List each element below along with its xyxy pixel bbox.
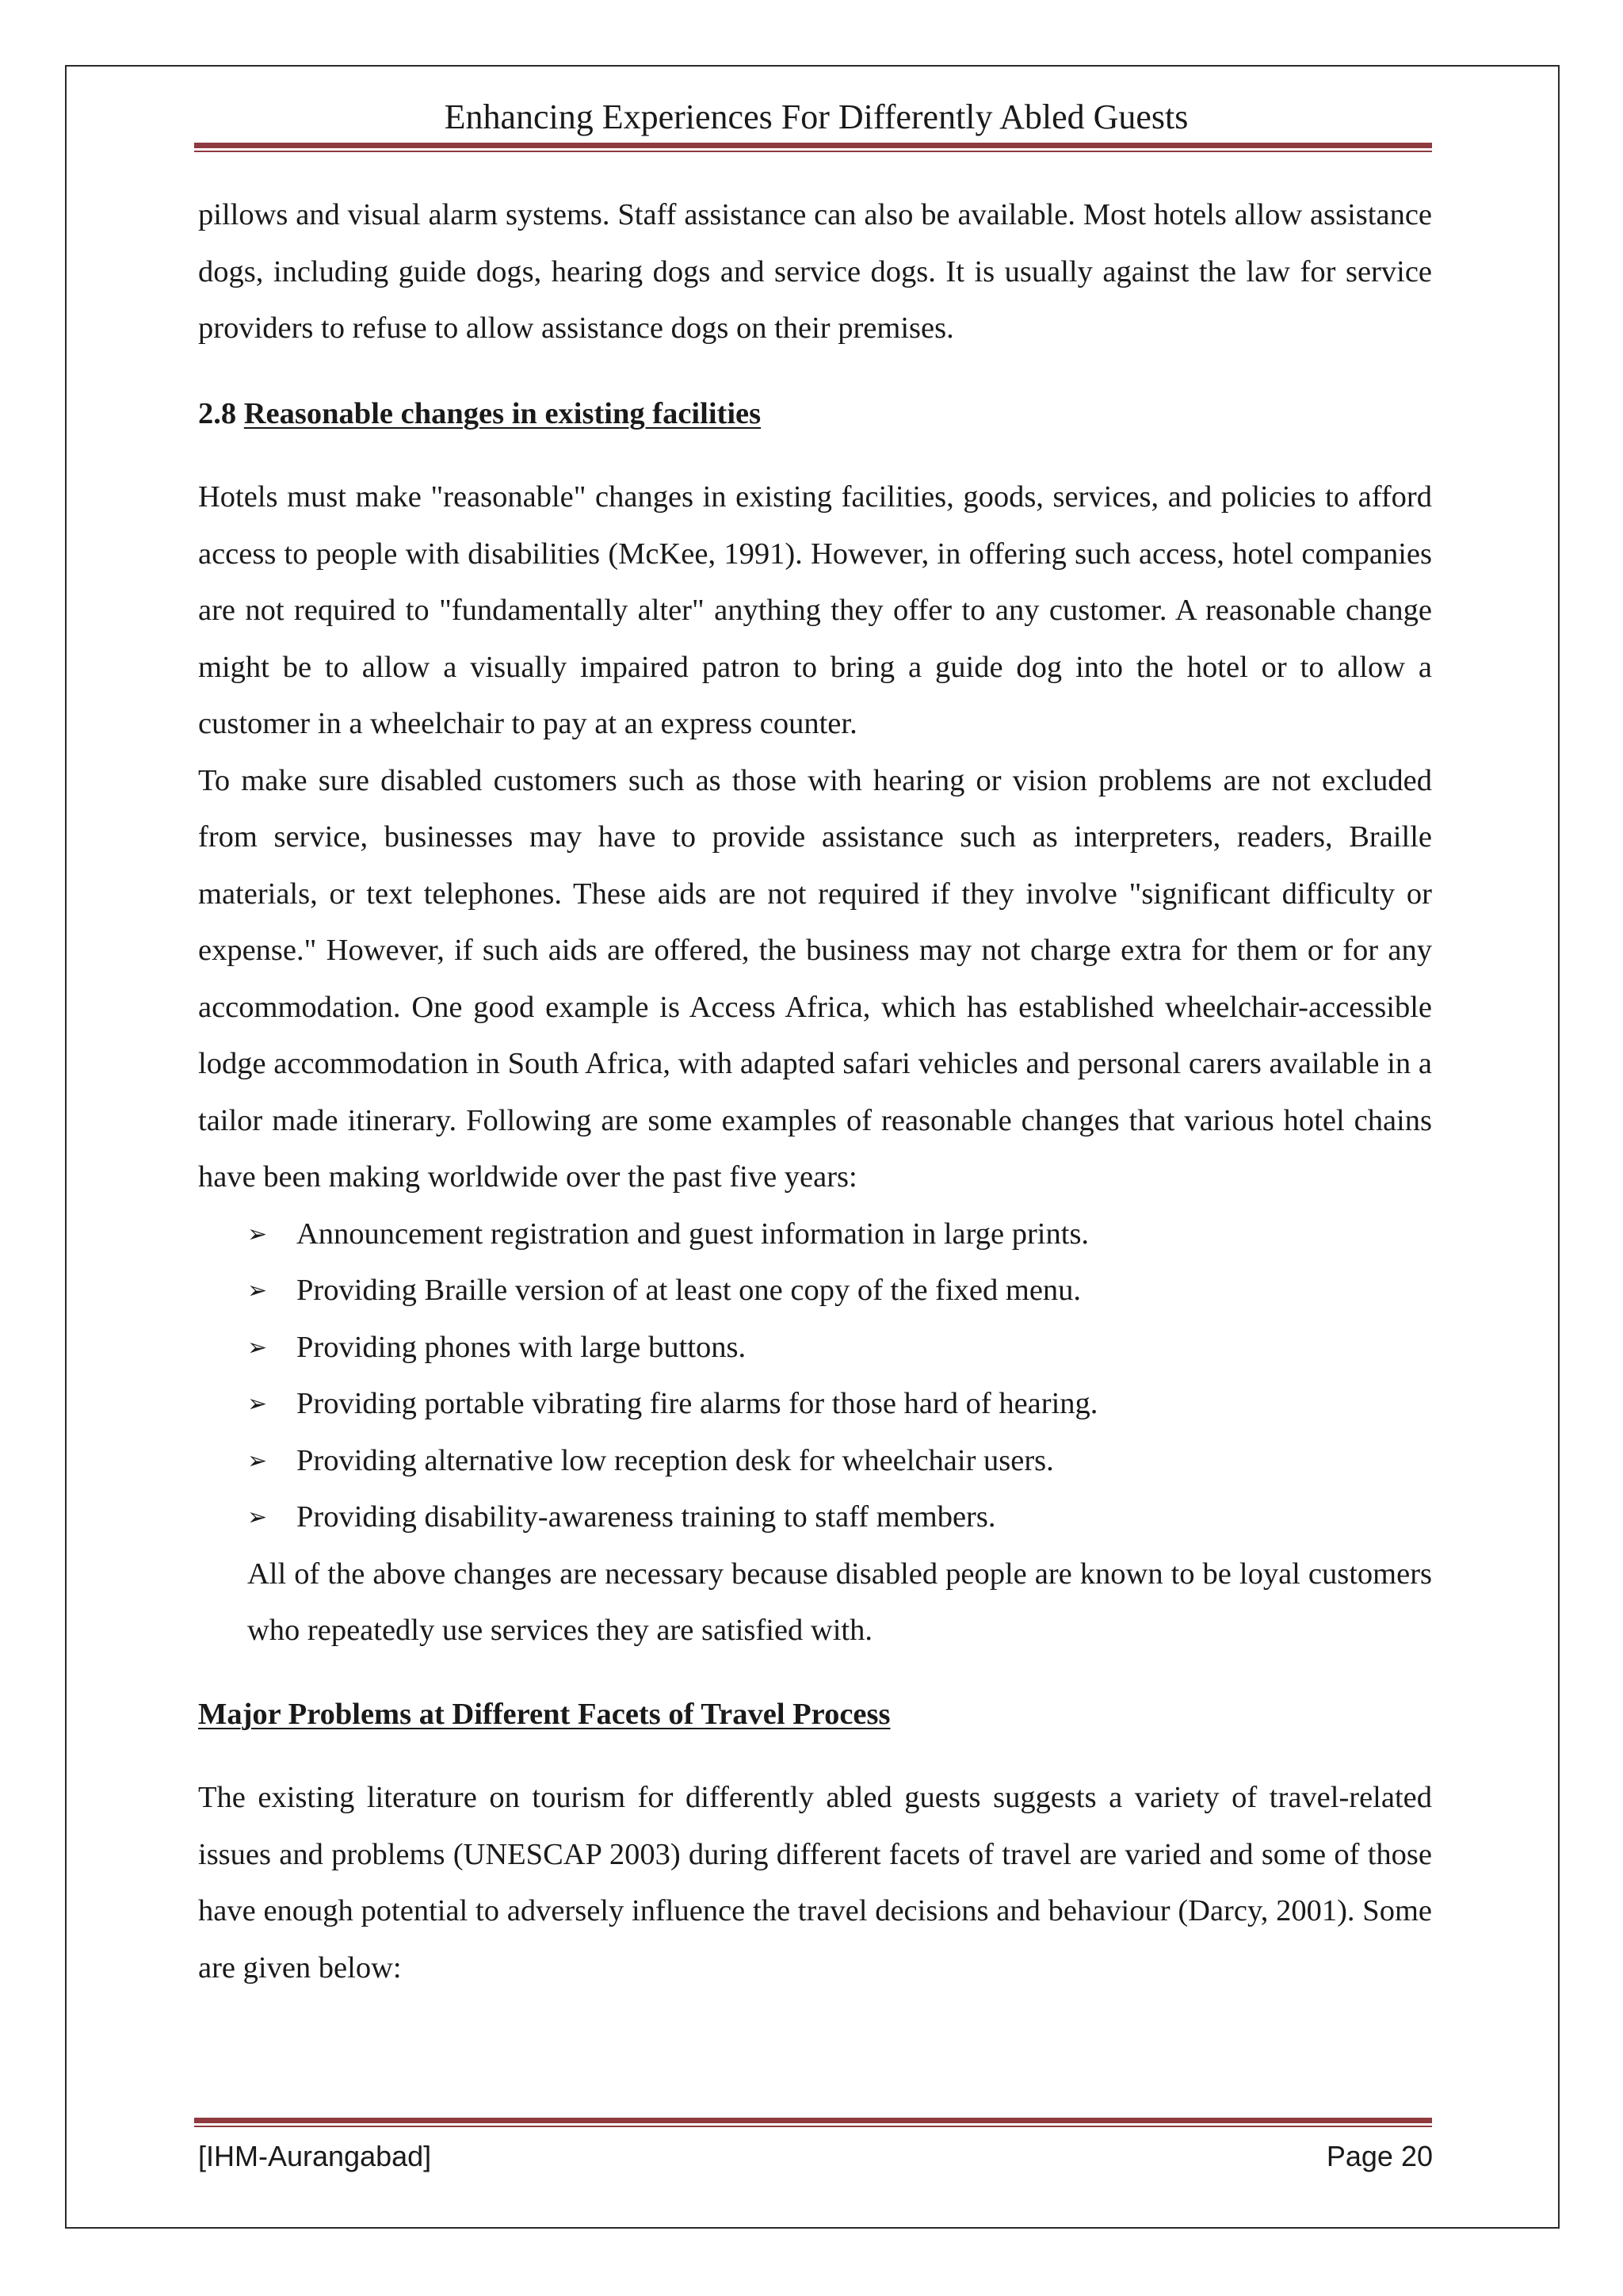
list-item: ➢ Providing alternative low reception desk for wheelchair users.: [247, 1433, 1432, 1490]
intro-paragraph: pillows and visual alarm systems. Staff assistance can also be available. Most hotels allow assistance dogs, including guide dogs, hearing dogs and service dogs. It is usually against the law for service providers to refuse to allow assistance dogs on their premises.: [198, 198, 1432, 345]
closing-paragraph: All of the above changes are necessary because disabled people are known to be loyal customers who repeatedly use services they are satisfied with.: [247, 1557, 1432, 1647]
page-content: [198, 187, 1432, 1996]
running-header-title: Enhancing Experiences For Differently Abled Guests: [444, 97, 1189, 136]
section-2-8-paragraph-2: To make sure disabled customers such as those with hearing or vision problems are not excluded from service, businesses may have to provide assistance such as interpreters, readers, Braille materials, or text telephones. These aids are not required if they involve "significant difficulty or expense." However, if such aids are offered, the business may not charge extra for them or for any accommodation. One good example is Access Africa, which has established wheelchair-accessible lodge accommodation in South Africa, with adapted safari vehicles and personal carers available in a tailor made itinerary. Following are some examples of reasonable changes that various hotel chains have been making worldwide over the past five years:: [198, 763, 1432, 1194]
reasonable-changes-list: [198, 1206, 1432, 1546]
section-heading-major-problems: [198, 1687, 1432, 1744]
section-number: 2.8: [198, 396, 237, 430]
arrowhead-bullet-icon: ➢: [247, 1277, 268, 1305]
major-problems-paragraph: The existing literature on tourism for differently abled guests suggests a variety of travel-related issues and problems (UNESCAP 2003) during different facets of travel are varied and some of those have enough potential to adversely influence the travel decisions and behaviour (Darcy, 2001). Some are given below:: [198, 1781, 1432, 1985]
list-item: ➢ Providing Braille version of at least one copy of the fixed menu.: [247, 1263, 1432, 1320]
list-item: ➢ Providing portable vibrating fire alarms for those hard of hearing.: [247, 1376, 1432, 1433]
section-heading-2-8: [198, 386, 1432, 443]
section-title: Reasonable changes in existing facilities: [243, 396, 762, 430]
list-item: ➢ Providing phones with large buttons.: [247, 1320, 1432, 1377]
header-rule: [194, 143, 1432, 152]
arrowhead-bullet-icon: ➢: [247, 1446, 268, 1475]
arrowhead-bullet-icon: ➢: [247, 1333, 268, 1362]
list-item: ➢ Announcement registration and guest information in large prints.: [247, 1206, 1432, 1263]
section-2-8-paragraph-1: Hotels must make "reasonable" changes in existing facilities, goods, services, and policies to afford access to people with disabilities (McKee, 1991). However, in offering such access, hotel companies are not required to "fundamentally alter" anything they offer to any customer. A reasonable change might be to allow a visually impaired patron to bring a guide dog into the hotel or to allow a customer in a wheelchair to pay at an express counter.: [198, 480, 1432, 740]
arrowhead-bullet-icon: ➢: [247, 1390, 268, 1418]
arrowhead-bullet-icon: ➢: [247, 1220, 268, 1248]
major-problems-title: Major Problems at Different Facets of Travel Process: [198, 1697, 891, 1731]
footer-institution: [IHM-Aurangabad]: [198, 2140, 432, 2172]
arrowhead-bullet-icon: ➢: [247, 1503, 268, 1531]
page-number: Page 20: [1326, 2140, 1433, 2172]
footer-rule: [194, 2118, 1432, 2127]
list-item: ➢ Providing disability-awareness training to staff members.: [247, 1489, 1432, 1546]
